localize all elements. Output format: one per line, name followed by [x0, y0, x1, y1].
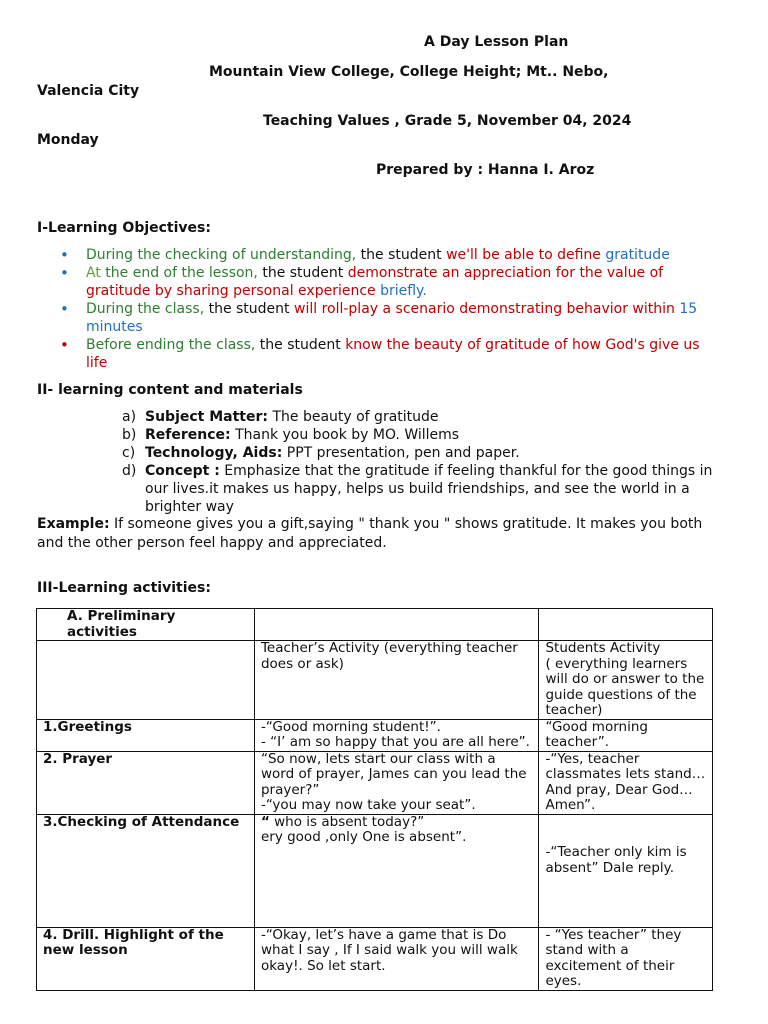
objective-item: • During the class, the student will roll-play a scenario demonstrating behavior within 15 minutes	[60, 300, 698, 335]
prepared-by: Prepared by : Hanna I. Aroz	[376, 162, 595, 178]
material-item: c) Technology, Aids: PPT presentation, pen and paper.	[122, 445, 520, 461]
student-activity-header: Students Activity ( everything learners will do or answer to the guide questions of the teacher)	[539, 641, 713, 720]
bullet-icon: •	[60, 264, 69, 282]
material-item: a) Subject Matter: The beauty of gratitude	[122, 409, 439, 425]
teacher-cell: “ who is absent today?” ery good ,only One is absent”.	[254, 814, 538, 927]
teacher-cell: -“Good morning student!”. - “I’ am so happy that you are all here”.	[254, 719, 538, 751]
teacher-cell: “So now, lets start our class with a word of prayer, James can you lead the prayer?” -“you may now take your seat”.	[254, 751, 538, 814]
bullet-icon: •	[60, 336, 69, 354]
materials-list	[122, 408, 722, 516]
content-heading: II- learning content and materials	[37, 382, 303, 398]
objective-item: • Before ending the class, the student know the beauty of gratitude of how God's give us life	[60, 336, 700, 371]
student-cell: -“Teacher only kim is absent” Dale reply.	[539, 814, 713, 927]
teacher-cell: -“Okay, let’s have a game that is Do what I say , If I said walk you will walk okay!. So let start.	[254, 927, 538, 990]
bullet-icon: •	[60, 300, 69, 318]
student-cell: - “Yes teacher” they stand with a excitement of their eyes.	[539, 927, 713, 990]
teacher-activity-header: Teacher’s Activity (everything teacher does or ask)	[254, 641, 538, 720]
material-item: d) Concept : Emphasize that the gratitude if feeling thankful for the good things in our lives.it makes us happy, helps us build friendships, and see the world in a brighter way	[122, 463, 713, 515]
table-row	[37, 927, 713, 990]
school-line: Mountain View College, College Height; Mt.. Nebo,	[209, 64, 609, 80]
table-row	[37, 751, 713, 814]
bullet-icon: •	[60, 246, 69, 264]
table-row	[37, 814, 713, 927]
section-title-cell: A. Preliminary activities	[37, 609, 255, 641]
table-row	[37, 641, 713, 720]
objectives-heading: I-Learning Objectives:	[37, 220, 211, 236]
activities-heading: III-Learning activities:	[37, 580, 211, 596]
document-title: A Day Lesson Plan	[424, 34, 569, 50]
material-item: b) Reference: Thank you book by MO. Willems	[122, 427, 460, 443]
school-line-cont: Valencia City	[37, 83, 140, 99]
activities-table	[36, 608, 713, 991]
table-row	[37, 609, 713, 641]
subject-line-cont: Monday	[37, 132, 99, 148]
example-paragraph: Example: If someone gives you a gift,saying " thank you " shows gratitude. It makes you both and the other person feel happy and appreciated.	[37, 516, 703, 551]
objective-item: • During the checking of understanding, the student we'll be able to define gratitude	[60, 246, 670, 264]
student-cell: “Good morning teacher”.	[539, 719, 713, 751]
table-row	[37, 719, 713, 751]
objective-item: • At the end of the lesson, the student demonstrate an appreciation for the value of gratitude by sharing personal experience briefly.	[60, 264, 664, 299]
student-cell: -“Yes, teacher classmates lets stand… And pray, Dear God…Amen”.	[539, 751, 713, 814]
row-label: 1.Greetings	[37, 719, 255, 751]
row-label: 2. Prayer	[37, 751, 255, 814]
objectives-list	[60, 246, 720, 372]
row-label: 3.Checking of Attendance	[37, 814, 255, 927]
subject-line: Teaching Values , Grade 5, November 04, 2024	[263, 113, 632, 129]
row-label: 4. Drill. Highlight of the new lesson	[37, 927, 255, 990]
